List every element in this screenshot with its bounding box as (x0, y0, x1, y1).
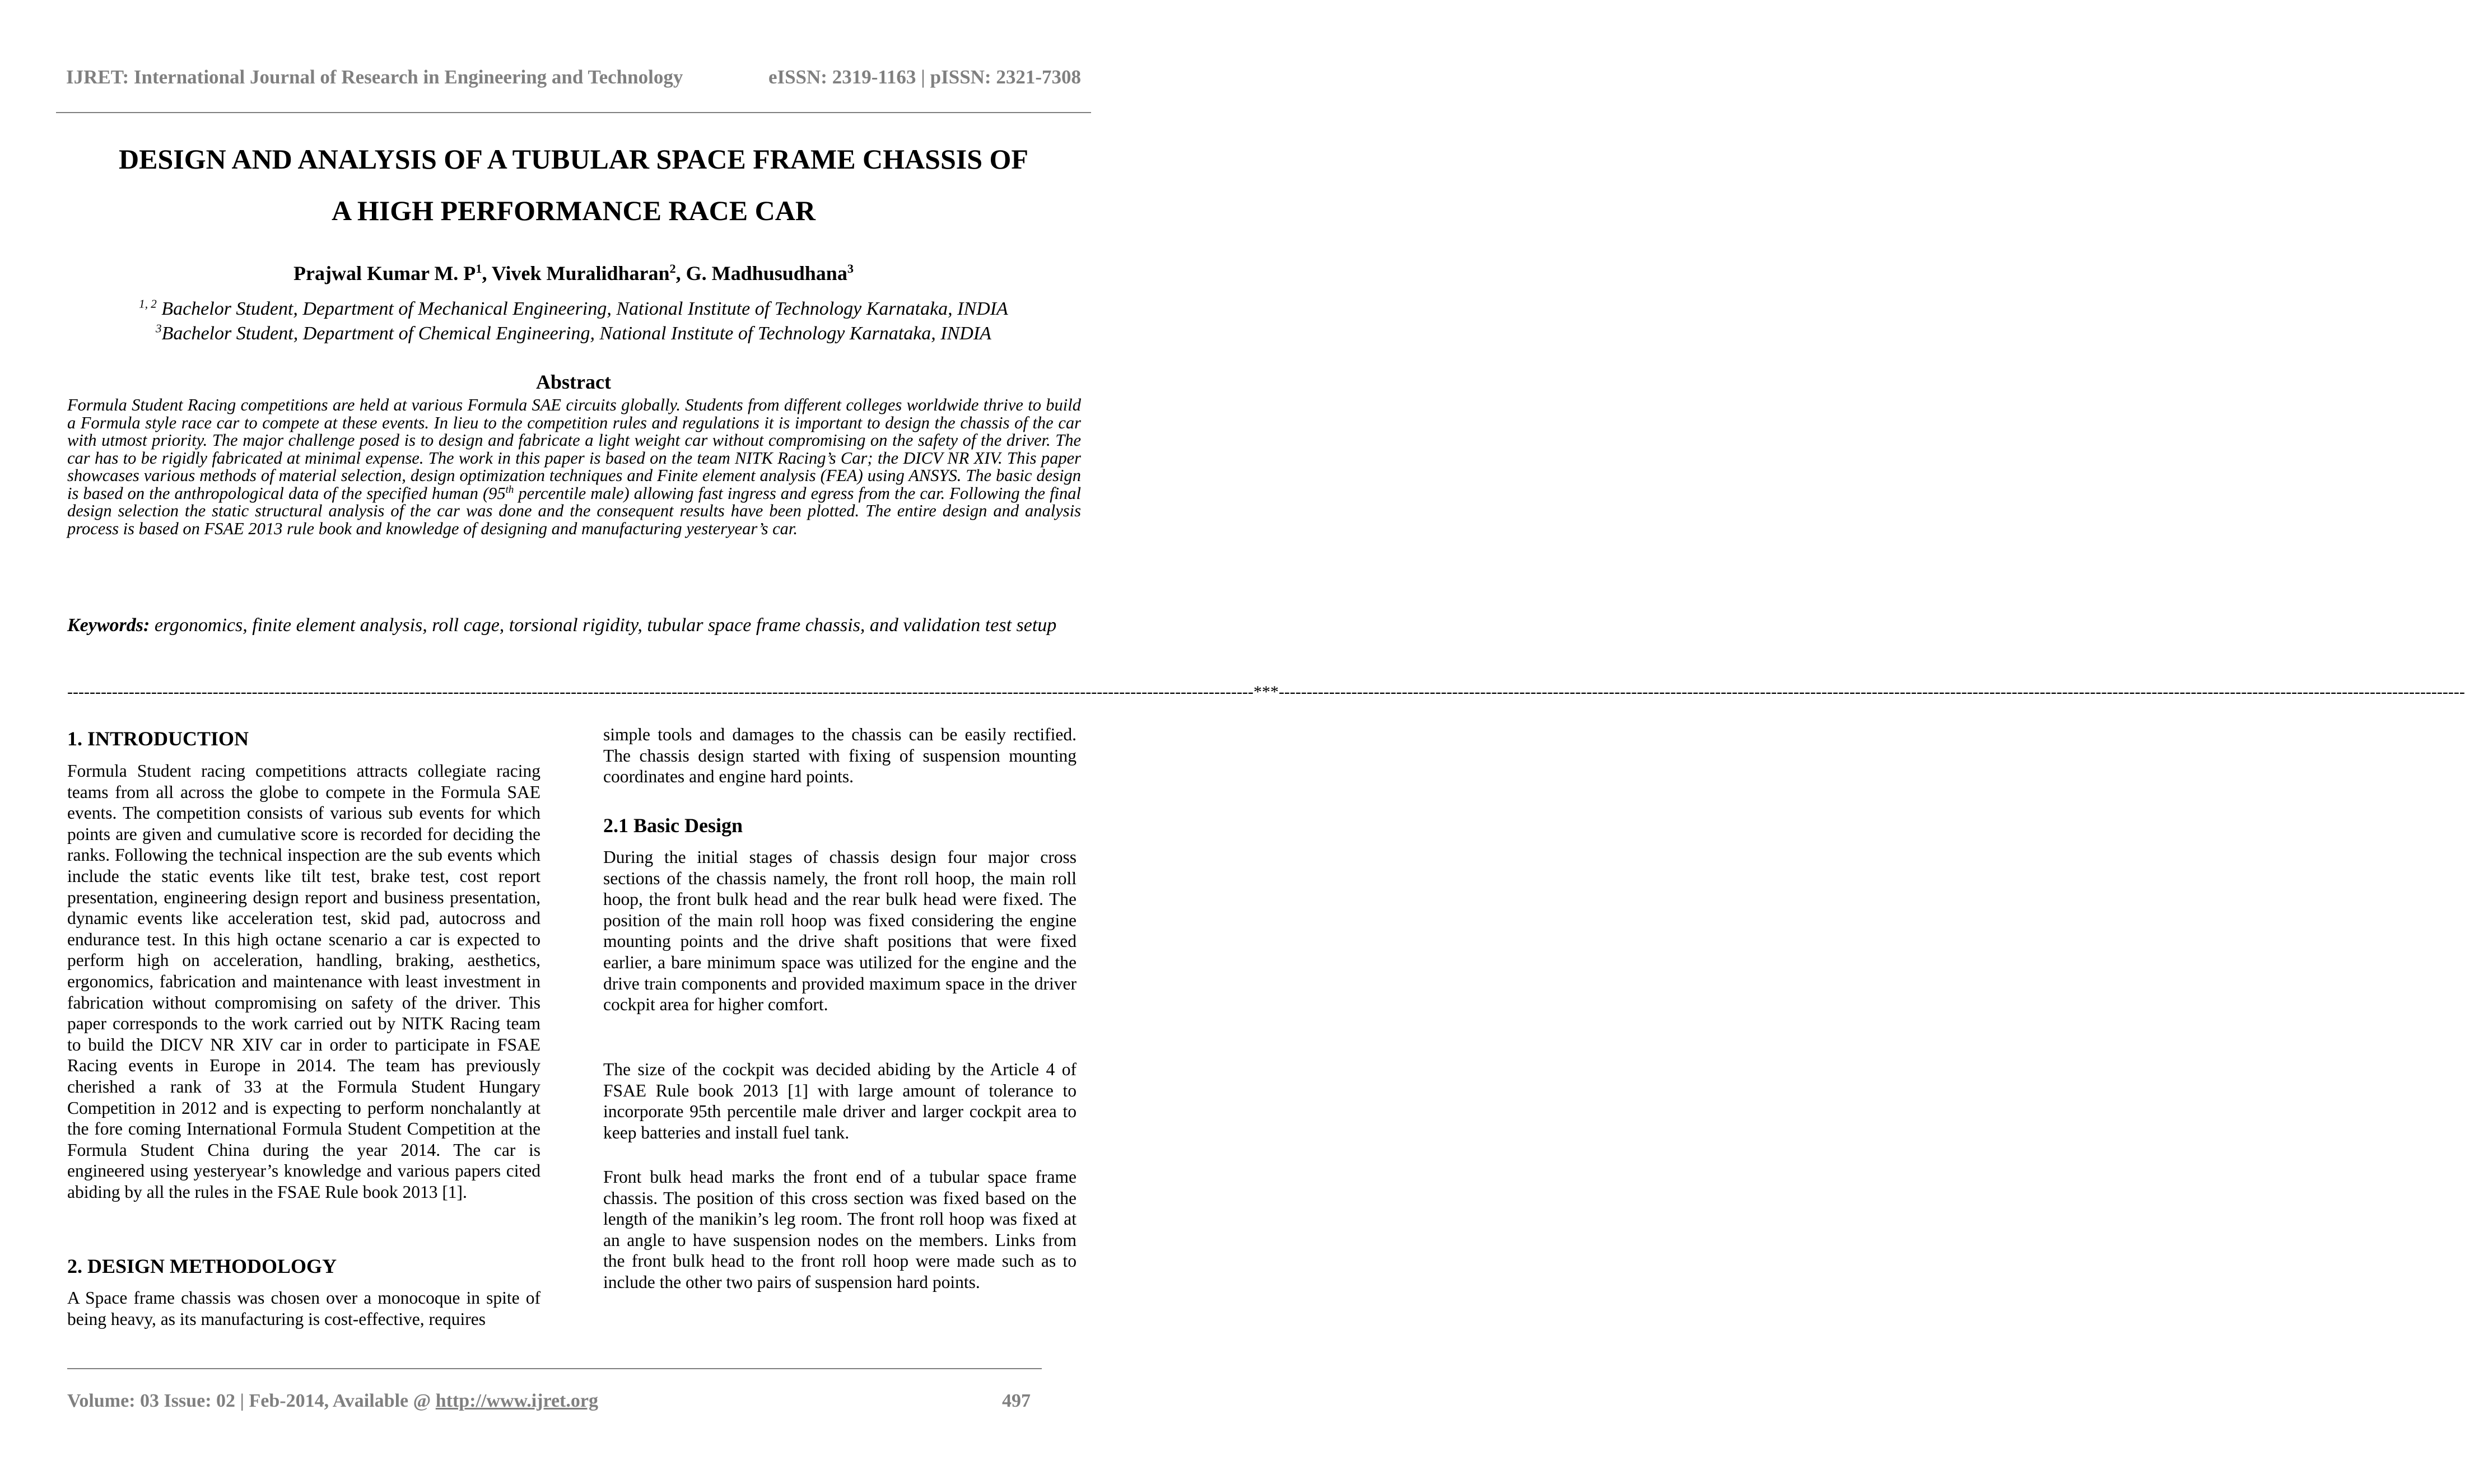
abstract-text (67, 396, 1081, 538)
keywords (67, 608, 1081, 643)
author-name: Vivek Muralidharan (491, 262, 670, 284)
design-heading: 2. DESIGN METHODOLOGY (67, 1255, 337, 1277)
title-line-2: A HIGH PERFORMANCE RACE CAR (332, 195, 816, 226)
basic-design-heading: 2.1 Basic Design (603, 814, 743, 837)
author-name: Prajwal Kumar M. P (293, 262, 476, 284)
author-sup: 3 (847, 262, 854, 276)
abstract-heading: Abstract (536, 371, 611, 393)
journal-name: IJRET: International Journal of Research in Engineering and Technology (66, 66, 683, 88)
basic-design-paragraph-3 (603, 1166, 1077, 1293)
design-text: A Space frame chassis was chosen over a monocoque in spite of being heavy, as its manufacturing is cost-effective, requires (67, 1288, 540, 1329)
affiliation-sup: 3 (156, 321, 162, 335)
separator-dashes-right: -------------------------------------------------------------------------------------------------------------------------------------------------------------------------------------------------------------------- (1278, 683, 2465, 701)
intro-paragraph (67, 760, 540, 1202)
basic-design-paragraph-2 (603, 1059, 1077, 1143)
affiliation-text: Bachelor Student, Department of Mechanical Engineering, National Institute of Technology Karnataka, INDIA (156, 298, 1008, 319)
continued-paragraph (603, 724, 1077, 787)
running-header (66, 66, 1081, 88)
design-paragraph (67, 1287, 540, 1329)
author-name: G. Madhusudhana (686, 262, 847, 284)
footer-rule (67, 1368, 1042, 1369)
author-sup: 2 (669, 262, 676, 276)
basic-design-text-1: During the initial stages of chassis design four major cross sections of the chassis namely, the front roll hoop, the main roll hoop, the front bulk head and the rear bulk head were fixed. The position of the main roll hoop was fixed considering the engine mounting points and the drive shaft positions that were fixed earlier, a bare minimum space was utilized for the engine and the drive train components and provided maximum space in the driver cockpit area for higher comfort. (603, 847, 1077, 1015)
keywords-text: ergonomics, finite element analysis, roll cage, torsional rigidity, tubular space frame chassis, and validation test setup (150, 615, 1057, 636)
basic-design-text-3: Front bulk head marks the front end of a tubular space frame chassis. The position of this cross section was fixed based on the length of the manikin’s leg room. The front roll hoop was fixed at an angle to have suspension nodes on the members. Links from the front bulk head to the front roll hoop were made such as to include the other two pairs of suspension hard points. (603, 1167, 1077, 1292)
header-rule (56, 112, 1091, 113)
basic-design-text-2: The size of the cockpit was decided abiding by the Article 4 of FSAE Rule book 2013 [1] with large amount of tolerance to incorporate 95th percentile male driver and larger cockpit area to keep batteries and install fuel tank. (603, 1060, 1077, 1142)
issn-numbers: eISSN: 2319-1163 | pISSN: 2321-7308 (768, 66, 1081, 88)
abstract-part-1: Formula Student Racing competitions are held at various Formula SAE circuits globally. Students from different colleges worldwide thrive to build a Formula style race car to compete at these events. In lieu to the competition rules and regulations it is important to design the chassis of the car with utmost priority. The major challenge posed is to design and fabricate a light weight car without compromising on the safety of the driver. The car has to be rigidly fabricated at minimal expense. The work in this paper is based on the team NITK Racing’s Car; the DICV NR XIV. This paper showcases various methods of material selection, design optimization techniques and Finite element analysis (FEA) using ANSYS. The basic design is based on the anthropological data of the specified human (95 (67, 395, 1081, 503)
author-list (0, 262, 1147, 285)
separator-dashes-left: -------------------------------------------------------------------------------------------------------------------------------------------------------------------------------------------------------------------- (67, 683, 1254, 701)
affiliation-2 (0, 323, 1147, 344)
title-line-1: DESIGN AND ANALYSIS OF A TUBULAR SPACE FRAME CHASSIS OF (119, 143, 1028, 175)
section-separator (67, 683, 2465, 701)
intro-heading: 1. INTRODUCTION (67, 727, 249, 750)
author-separator: , (482, 262, 492, 284)
affiliation-1 (0, 298, 1147, 320)
intro-text: Formula Student racing competitions attracts collegiate racing teams from all across the globe to compete in the Formula SAE events. The competition consists of various sub events for which points are given and cumulative score is recorded for deciding the ranks. Following the technical inspection are the sub events which include the static events like tilt test, brake test, cost report presentation, engineering design report and business presentation, dynamic events like acceleration test, skid pad, autocross and endurance test. In this high octane scenario a car is expected to perform high on acceleration, handling, braking, aesthetics, ergonomics, fabrication and maintenance with least investment in fabrication without compromising on safety of the driver. This paper corresponds to the work carried out by NITK Racing team to build the DICV NR XIV car in order to participate in FSAE Racing events in Europe in 2014. The team has previously cherished a rank of 33 at the Formula Student Hungary Competition in 2012 and is expecting to perform nonchalantly at the fore coming International Formula Student Competition at the Formula Student China during the year 2014. The car is engineered using yesteryear’s knowledge and various papers cited abiding by all the rules in the FSAE Rule book 2013 [1]. (67, 761, 540, 1202)
paper-title (56, 133, 1091, 236)
author-separator: , (675, 262, 686, 284)
page-footer (67, 1390, 1031, 1412)
journal-website-link[interactable]: http://www.ijret.org (435, 1390, 598, 1411)
author-sup: 1 (476, 262, 482, 276)
continued-text: simple tools and damages to the chassis can be easily rectified. The chassis design started with fixing of suspension mounting coordinates and engine hard points. (603, 725, 1077, 787)
affiliation-text: Bachelor Student, Department of Chemical Engineering, National Institute of Technology Karnataka, INDIA (161, 323, 991, 344)
page-number: 497 (1002, 1390, 1031, 1411)
abstract-part-2: percentile male) allowing fast ingress and egress from the car. Following the final design selection the static structural analysis of the car was done and the consequent results have been plotted. The entire design and analysis process is based on FSAE 2013 rule book and knowledge of designing and manufacturing yesteryear’s car. (67, 483, 1081, 538)
separator-stars: *** (1253, 683, 1279, 701)
affiliation-sup: 1, 2 (139, 297, 157, 311)
footer-volume-text: Volume: 03 Issue: 02 | Feb-2014, Available @ (67, 1390, 436, 1411)
abstract-sup: th (505, 483, 514, 496)
keywords-label: Keywords: (67, 615, 150, 636)
footer-volume (67, 1390, 598, 1412)
basic-design-paragraph-1 (603, 847, 1077, 1015)
